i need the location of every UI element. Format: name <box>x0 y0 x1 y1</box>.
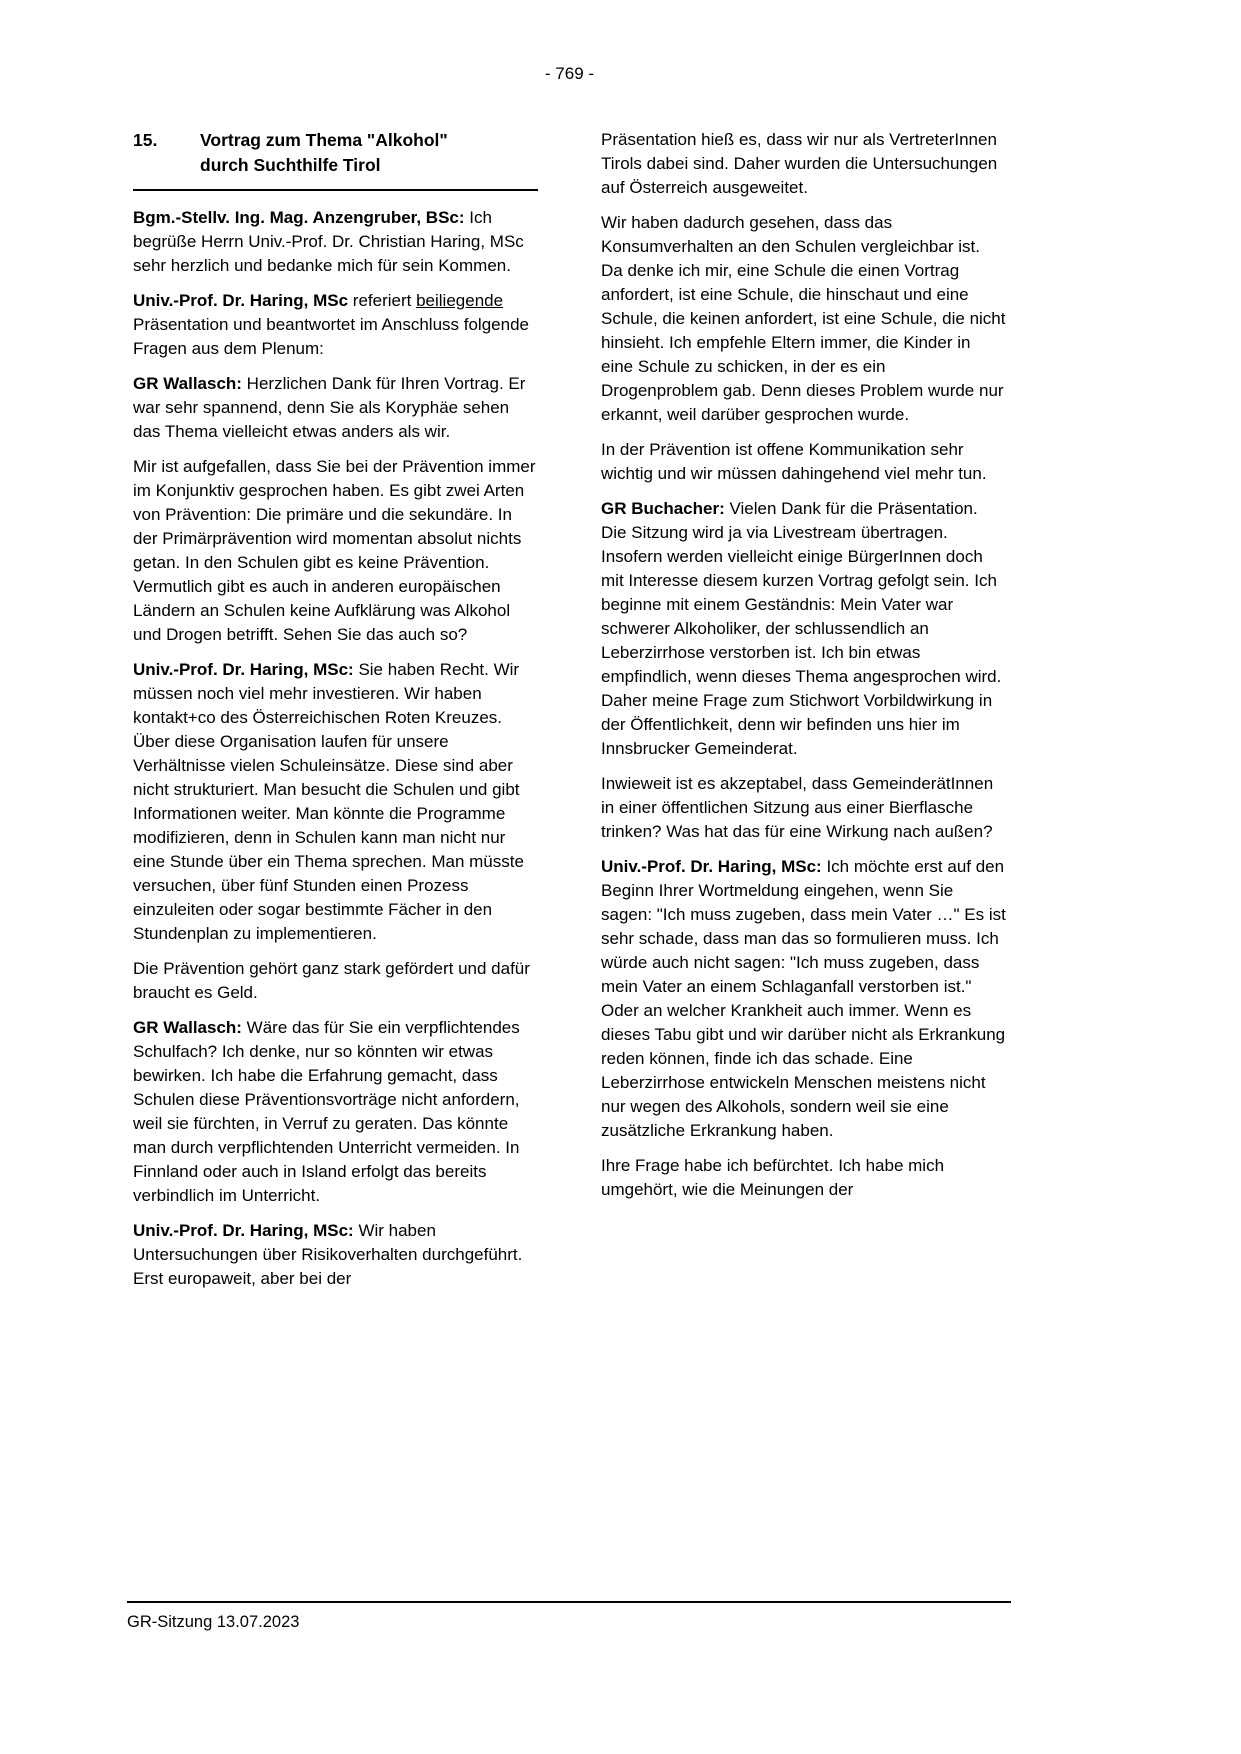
body-text: Wäre das für Sie ein verpflichtendes Schulfach? Ich denke, nur so könnten wir etwas bewirken. Ich habe die Erfahrung gemacht, dass Schulen diese Präventionsvorträge nicht anfordern, weil sie fürchten, in Verruf zu geraten. Das könnte man durch verpflichtenden Unterricht vermeiden. In Finnland oder auch in Island erfolgt das bereits verbindlich im Unterricht. <box>133 1018 520 1205</box>
page-content <box>133 63 1006 1302</box>
body-text: Die Prävention gehört ganz stark gefördert und dafür braucht es Geld. <box>133 959 530 1002</box>
column-left-paragraphs <box>133 206 538 1291</box>
column-right <box>601 128 1006 1213</box>
section-title-line1: Vortrag zum Thema "Alkohol" <box>200 130 448 150</box>
body-text: Präsentation hieß es, dass wir nur als VertreterInnen Tirols dabei sind. Daher wurden die Untersuchungen auf Österreich ausgeweitet. <box>601 130 998 197</box>
paragraph <box>601 855 1006 1143</box>
body-text: Ihre Frage habe ich befürchtet. Ich habe mich umgehört, wie die Meinungen der <box>601 1156 945 1199</box>
paragraph <box>133 658 538 946</box>
body-text: Wir haben Untersuchungen über Risikoverhalten durchgeführt. Erst europaweit, aber bei der <box>133 1221 523 1288</box>
body-text: Mir ist aufgefallen, dass Sie bei der Prävention immer im Konjunktiv gesprochen haben. Es gibt zwei Arten von Prävention: Die primäre und die sekundäre. In der Primärprävention wird momentan absolut nichts getan. In den Schulen gibt es keine Prävention. Vermutlich gibt es auch in anderen europäischen Ländern an Schulen keine Aufklärung was Alkohol und Drogen betrifft. Sehen Sie das auch so? <box>133 457 536 644</box>
body-text: Herzlichen Dank für Ihren Vortrag. Er war sehr spannend, denn Sie als Koryphäe sehen das Thema vielleicht etwas anders als wir. <box>133 374 526 441</box>
speaker-name: GR Wallasch: <box>133 1018 242 1037</box>
speaker-name: Univ.-Prof. Dr. Haring, MSc: <box>133 660 354 679</box>
paragraph <box>133 455 538 647</box>
speaker-name: GR Buchacher: <box>601 499 725 518</box>
paragraph <box>601 497 1006 761</box>
body-text: Wir haben dadurch gesehen, dass das Konsumverhalten an den Schulen vergleichbar ist. Da denke ich mir, eine Schule die einen Vortrag anfordert, ist eine Schule, die hinschaut und eine Schule, die keinen anfordert, ist eine Schule, die nicht hinsieht. Ich empfehle Eltern immer, die Kinder in eine Schule zu schicken, in der es ein Drogenproblem gab. Denn dieses Problem wurde nur erkannt, weil darüber gesprochen wurde. <box>601 213 1006 424</box>
speaker-name: Univ.-Prof. Dr. Haring, MSc: <box>601 857 822 876</box>
body-text: Inwieweit ist es akzeptabel, dass GemeinderätInnen in einer öffentlichen Sitzung aus einer Bierflasche trinken? Was hat das für eine Wirkung nach außen? <box>601 774 994 841</box>
page-footer: GR-Sitzung 13.07.2023 <box>127 1601 1011 1633</box>
paragraph <box>133 289 538 361</box>
paragraph <box>133 1016 538 1208</box>
section-number: 15. <box>133 130 158 150</box>
body-text: Präsentation und beantwortet im Anschluss folgende Fragen aus dem Plenum: <box>133 315 529 358</box>
page-number: - 769 - <box>544 64 595 83</box>
two-column-layout <box>133 128 1006 1302</box>
paragraph <box>601 772 1006 844</box>
body-text: Ich möchte erst auf den Beginn Ihrer Wortmeldung eingehen, wenn Sie sagen: "Ich muss zugeben, dass mein Vater …" Es ist sehr schade, dass man das so formulieren muss. Ich würde auch nicht sagen: "Ich muss zugeben, dass mein Vater an einem Schlaganfall verstorben ist." Oder an welcher Krankheit auch immer. Wenn es dieses Tabu gibt und wir darüber nicht als Erkrankung reden können, finde ich das schade. Eine Leberzirrhose entwickeln Menschen meistens nicht nur wegen des Alkohols, sondern weil sie eine zusätzliche Erkrankung haben. <box>601 857 1006 1140</box>
body-text: Ich begrüße Herrn Univ.-Prof. Dr. Christian Haring, MSc sehr herzlich und bedanke mich für sein Kommen. <box>133 208 524 275</box>
speaker-name: Univ.-Prof. Dr. Haring, MSc <box>133 291 349 310</box>
body-text: Vielen Dank für die Präsentation. Die Sitzung wird ja via Livestream übertragen. Insofern werden vielleicht einige BürgerInnen doch mit Interesse diesem kurzen Vortrag gefolgt sein. Ich beginne mit einem Geständnis: Mein Vater war schwerer Alkoholiker, der schlussendlich an Leberzirrhose verstorben ist. Ich bin etwas empfindlich, wenn dieses Thema angesprochen wird. Daher meine Frage zum Stichwort Vorbildwirkung in der Öffentlichkeit, denn wir befinden uns hier im Innsbrucker Gemeinderat. <box>601 499 1002 758</box>
paragraph <box>601 128 1006 200</box>
body-text: In der Prävention ist offene Kommunikation sehr wichtig und wir müssen dahingehend viel mehr tun. <box>601 440 987 483</box>
speaker-name: Univ.-Prof. Dr. Haring, MSc: <box>133 1221 354 1240</box>
section-title <box>200 128 448 178</box>
paragraph <box>601 211 1006 427</box>
paragraph <box>601 1154 1006 1202</box>
underlined-text: beiliegende <box>416 291 504 310</box>
column-left <box>133 128 538 1302</box>
paragraph <box>133 1219 538 1291</box>
paragraph <box>133 206 538 278</box>
paragraph <box>133 957 538 1005</box>
speaker-name: GR Wallasch: <box>133 374 242 393</box>
section-title-line2: durch Suchthilfe Tirol <box>200 155 381 175</box>
paragraph <box>601 438 1006 486</box>
body-text: referiert <box>348 291 417 310</box>
section-heading <box>133 128 538 191</box>
speaker-name: Bgm.-Stellv. Ing. Mag. Anzengruber, BSc: <box>133 208 465 227</box>
body-text: Sie haben Recht. Wir müssen noch viel mehr investieren. Wir haben kontakt+co des Österreichischen Roten Kreuzes. Über diese Organisation laufen für unsere Verhältnisse vielen Schuleinsätze. Diese sind aber nicht strukturiert. Man besucht die Schulen und gibt Informationen weiter. Man könnte die Programme modifizieren, denn in Schulen kann man nicht nur eine Stunde über ein Thema sprechen. Man müsste versuchen, über fünf Stunden einen Prozess einzuleiten oder sogar bestimmte Fächer in den Stundenplan zu implementieren. <box>133 660 524 943</box>
paragraph <box>133 372 538 444</box>
